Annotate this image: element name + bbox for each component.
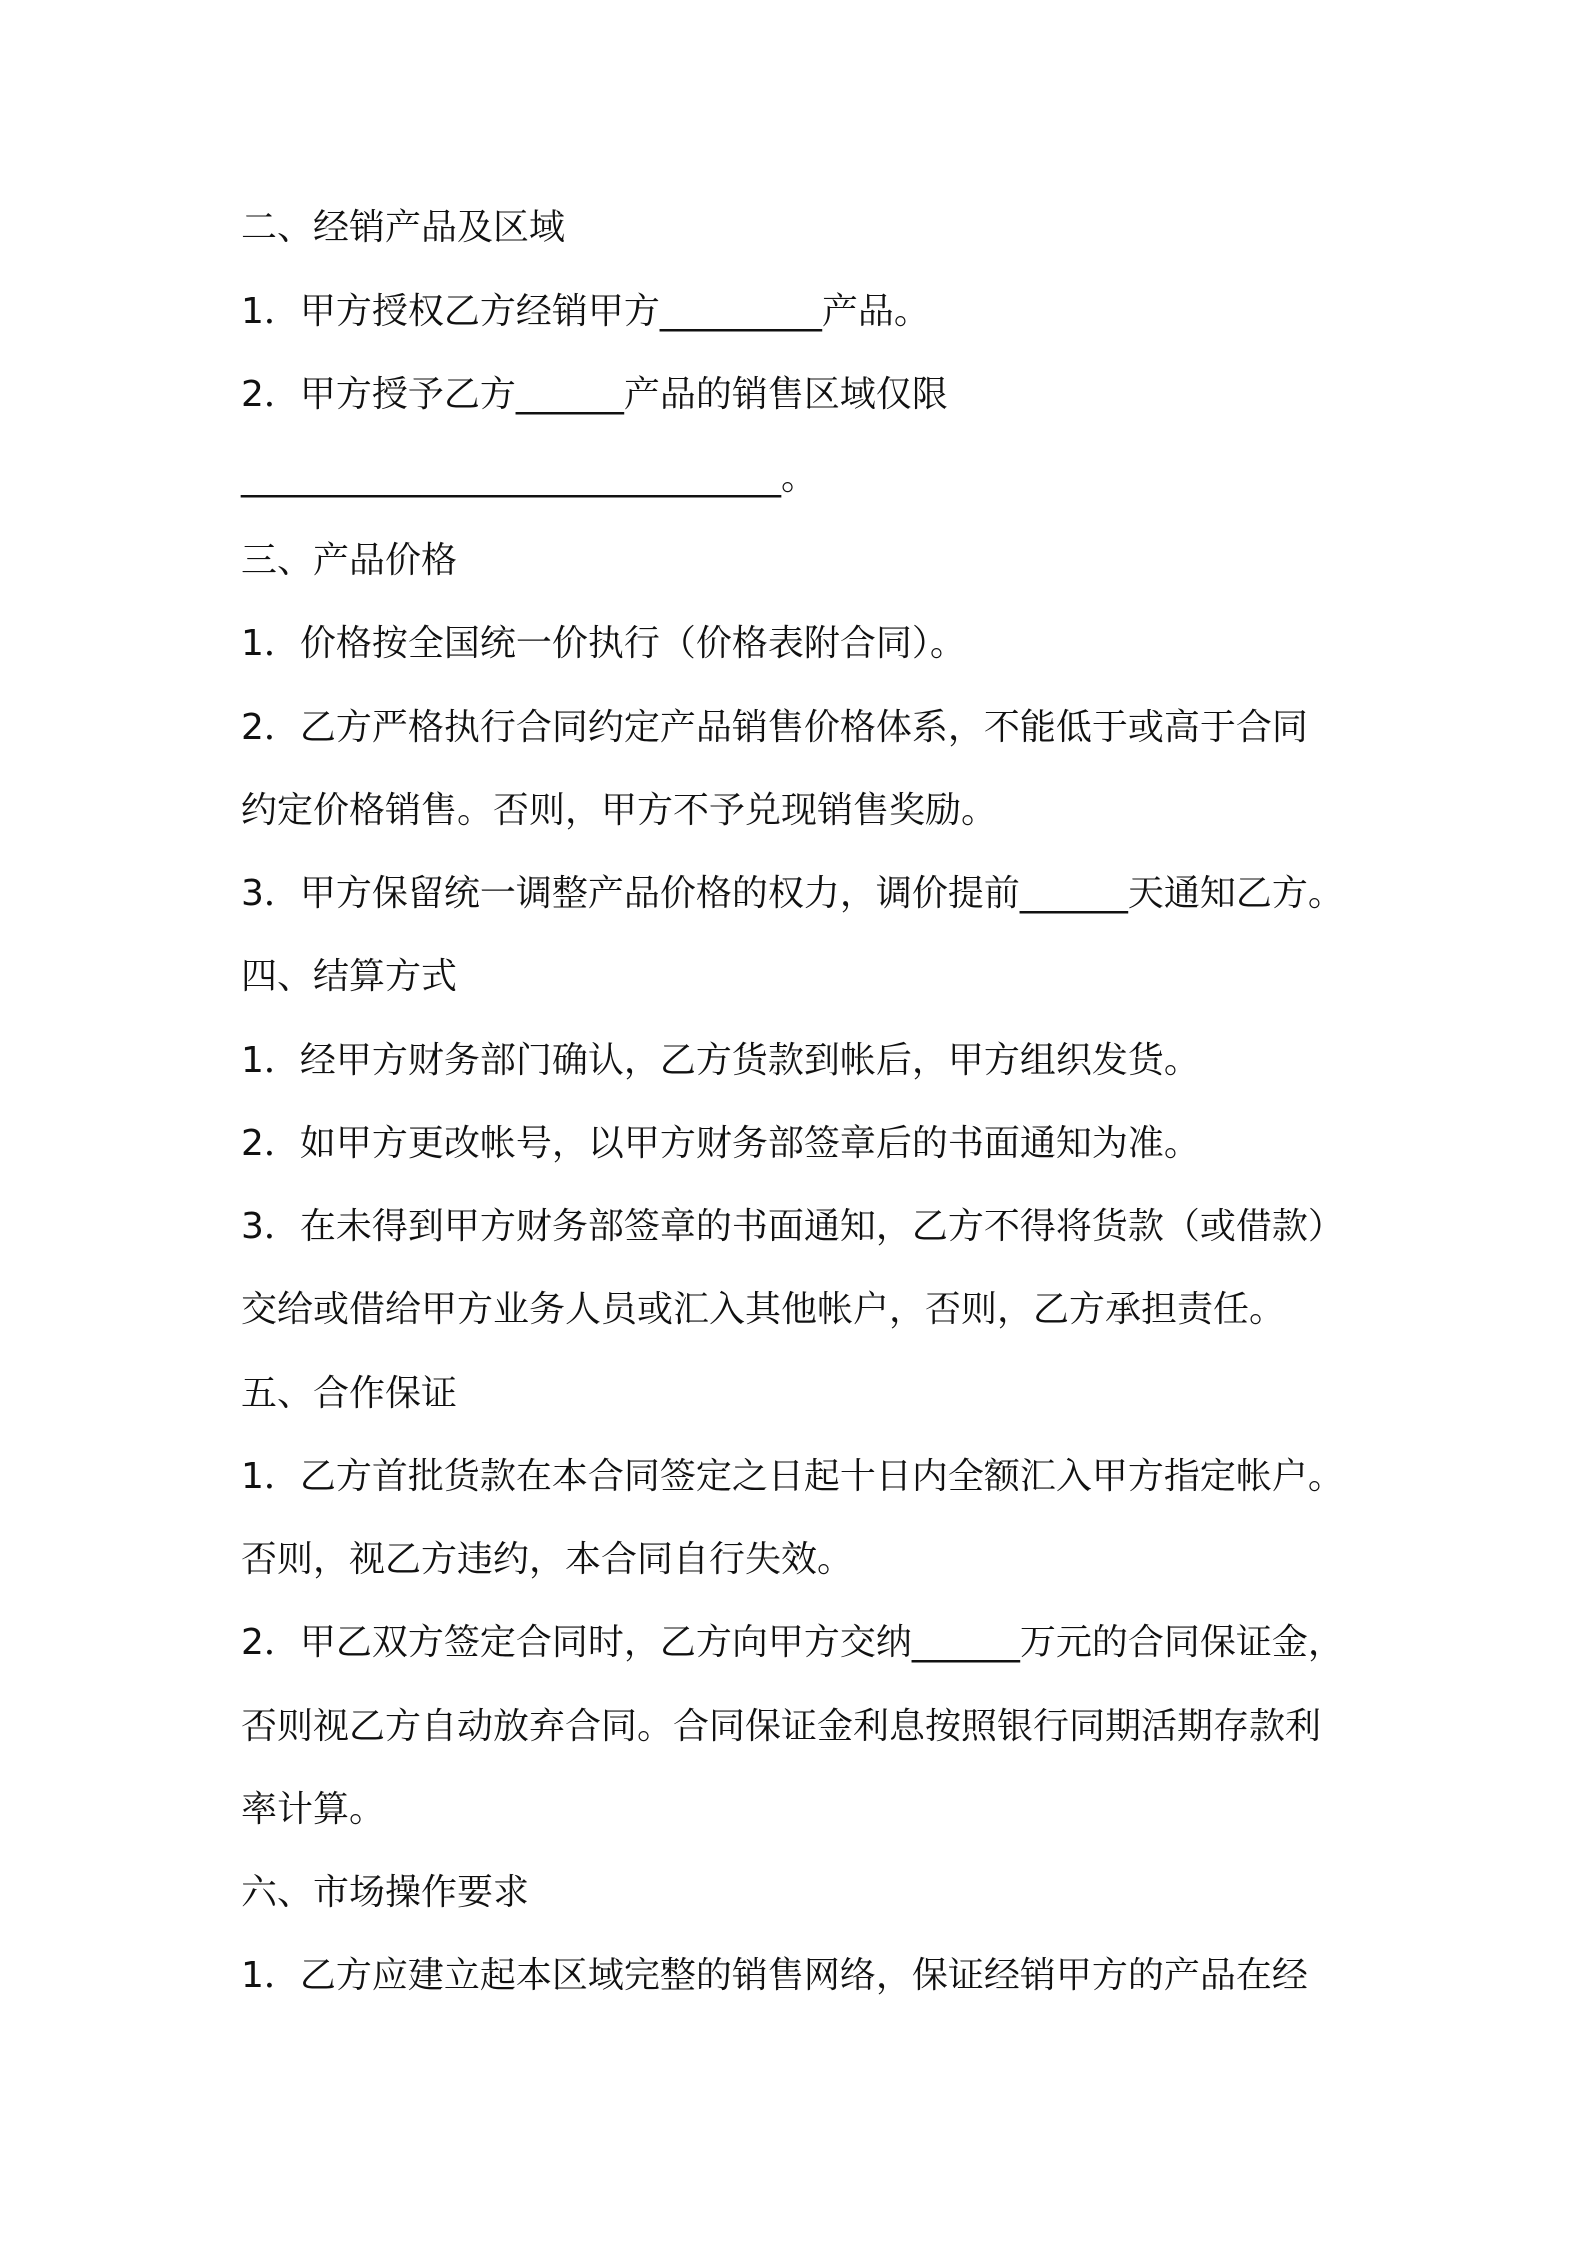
clause-2-2-continued: ______________________________。 bbox=[241, 457, 817, 498]
section-heading-4: 四、结算方式 bbox=[241, 956, 458, 997]
clause-5-2: 2．甲乙双方签定合同时，乙方向甲方交纳______万元的合同保证金， bbox=[241, 1622, 1344, 1663]
clause-6-1: 1．乙方应建立起本区域完整的销售网络，保证经销甲方的产品在经 bbox=[241, 1955, 1308, 1996]
clause-3-3: 3．甲方保留统一调整产品价格的权力，调价提前______天通知乙方。 bbox=[241, 873, 1344, 914]
clause-4-2: 2．如甲方更改帐号，以甲方财务部签章后的书面通知为准。 bbox=[241, 1123, 1200, 1164]
clause-5-1-continued: 否则，视乙方违约，本合同自行失效。 bbox=[241, 1539, 854, 1580]
section-heading-5: 五、合作保证 bbox=[241, 1373, 458, 1414]
clause-3-1: 1．价格按全国统一价执行（价格表附合同）。 bbox=[241, 623, 966, 664]
clause-5-2-continued: 否则视乙方自动放弃合同。合同保证金利息按照银行同期活期存款利 bbox=[241, 1706, 1322, 1747]
clause-4-1: 1．经甲方财务部门确认，乙方货款到帐后，甲方组织发货。 bbox=[241, 1040, 1200, 1081]
clause-2-1: 1．甲方授权乙方经销甲方_________产品。 bbox=[241, 291, 930, 332]
section-heading-6: 六、市场操作要求 bbox=[241, 1872, 530, 1913]
clause-5-2-end: 率计算。 bbox=[241, 1789, 386, 1830]
clause-4-3-continued: 交给或借给甲方业务人员或汇入其他帐户，否则，乙方承担责任。 bbox=[241, 1289, 1286, 1330]
clause-5-1: 1．乙方首批货款在本合同签定之日起十日内全额汇入甲方指定帐户。 bbox=[241, 1456, 1344, 1497]
clause-2-2: 2．甲方授予乙方______产品的销售区域仅限 bbox=[241, 374, 948, 415]
clause-3-2: 2．乙方严格执行合同约定产品销售价格体系，不能低于或高于合同 bbox=[241, 707, 1308, 748]
section-heading-2: 二、经销产品及区域 bbox=[241, 207, 566, 248]
clause-4-3: 3．在未得到甲方财务部签章的书面通知，乙方不得将货款（或借款） bbox=[241, 1206, 1344, 1247]
section-heading-3: 三、产品价格 bbox=[241, 540, 458, 581]
clause-3-2-continued: 约定价格销售。否则，甲方不予兑现销售奖励。 bbox=[241, 790, 998, 831]
